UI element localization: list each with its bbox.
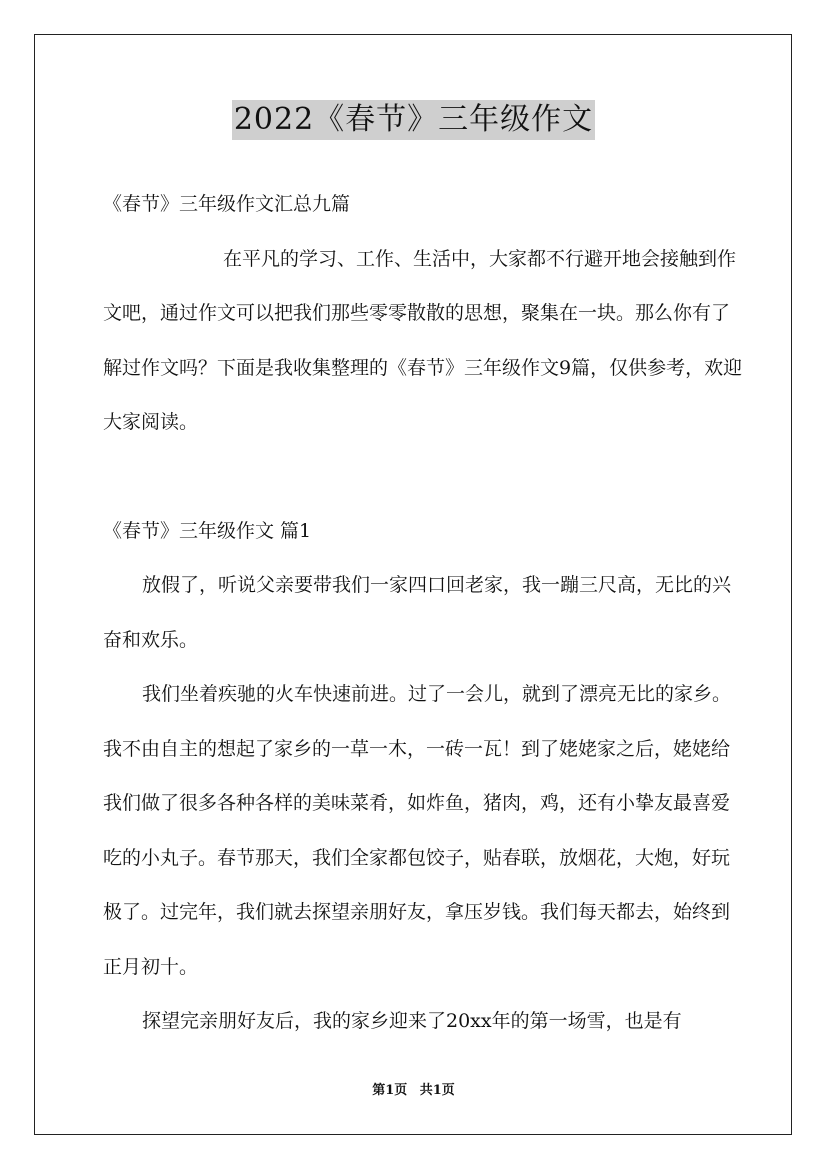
body-paragraph-2: 我们坐着疾驰的火车快速前进。过了一会儿，就到了漂亮无比的家乡。我不由自主的想起了家乡的一草一木，一砖一瓦！到了姥姥家之后，姥姥给我们做了很多各种各样的美味菜肴，如炸鱼，猪肉，鸡，还有小挚友最喜爱吃的小丸子。春节那天，我们全家都包饺子，贴春联，放烟花，大炮，好玩极了。过完年，我们就去探望亲朋好友，拿压岁钱。我们每天都去，始终到正月初十。 xyxy=(103,683,732,978)
document-title: 2022《春节》三年级作文 xyxy=(232,100,595,140)
document-body xyxy=(103,177,743,1049)
section-heading: 《春节》三年级作文 篇1 xyxy=(103,519,312,542)
document-subtitle: 《春节》三年级作文汇总九篇 xyxy=(103,193,351,215)
page-footer xyxy=(0,1081,827,1101)
body-paragraph-3: 探望完亲朋好友后，我的家乡迎来了20xx年的第一场雪，也是有 xyxy=(142,1010,682,1032)
title-container xyxy=(0,100,827,140)
intro-paragraph: 在平凡的学习、工作、生活中，大家都不行避开地会接触到作文吧，通过作文可以把我们那些零零散散的思想，聚集在一块。那么你有了解过作文吗？下面是我收集整理的《春节》三年级作文9篇，仅供参考，欢迎大家阅读。 xyxy=(103,247,743,433)
page-total: 共1页 xyxy=(419,1083,455,1098)
page-number: 第1页 xyxy=(372,1083,408,1098)
body-paragraph-1: 放假了，听说父亲要带我们一家四口回老家，我一蹦三尺高，无比的兴奋和欢乐。 xyxy=(103,574,732,651)
